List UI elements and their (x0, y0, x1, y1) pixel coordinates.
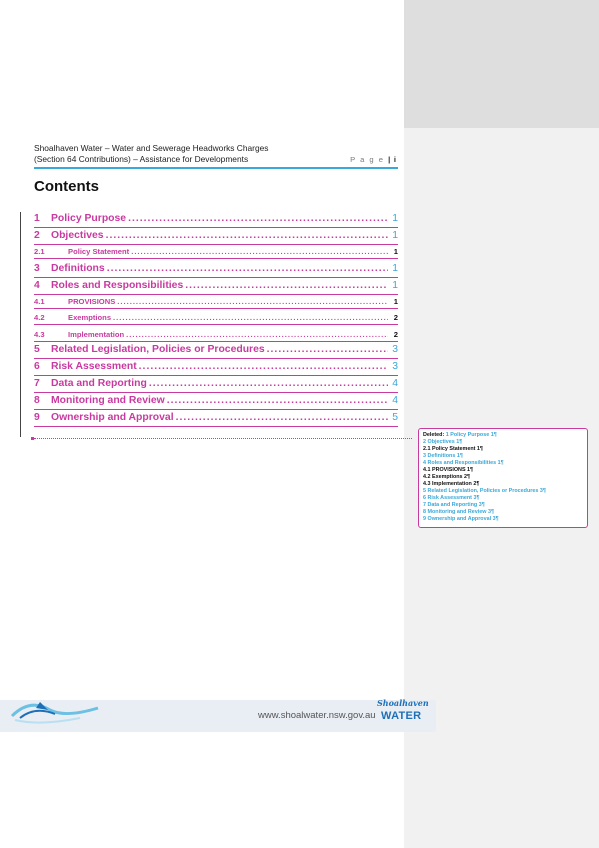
toc-entry-page: 3 (392, 344, 398, 355)
toc-entry-label: Implementation (68, 330, 125, 339)
header-line-1: Shoalhaven Water – Water and Sewerage Headworks Charges (34, 143, 269, 153)
toc-leader-dots (126, 330, 388, 339)
toc-entry-page: 1 (393, 247, 398, 256)
comment-line: 4 Roles and Responsibilities 1¶ (423, 460, 504, 466)
toc-entry-number: 2 (34, 230, 40, 241)
toc-entry-label: Policy Purpose (51, 213, 127, 224)
toc-entry-number: 9 (34, 412, 40, 423)
toc-entry[interactable] (34, 280, 398, 295)
toc-entry[interactable] (34, 313, 398, 325)
toc-entry[interactable] (34, 330, 398, 342)
toc-entry-number: 3 (34, 263, 40, 274)
comment-line: 9 Ownership and Approval 3¶ (423, 516, 499, 522)
toc-entry-number: 8 (34, 395, 40, 406)
toc-entry-number: 2.1 (34, 247, 45, 256)
toc-entry[interactable] (34, 361, 398, 376)
comment-line: 4.2 Exemptions 2¶ (423, 474, 471, 480)
toc-entry-label: Policy Statement (68, 247, 130, 256)
change-bar (20, 212, 21, 437)
toc-entry-page: 4 (392, 378, 398, 389)
toc-leader-dots (113, 313, 388, 322)
comment-line: 2.1 Policy Statement 1¶ (423, 446, 483, 452)
toc-entry-label: Related Legislation, Policies or Procedures (51, 344, 265, 355)
toc-leader-dots (149, 378, 388, 389)
comment-line: 8 Monitoring and Review 3¶ (423, 509, 494, 515)
bird-logo-icon (10, 688, 100, 728)
toc-leader-dots (267, 344, 388, 355)
comment-line: 6 Risk Assessment 3¶ (423, 495, 480, 501)
page-num: i (393, 155, 396, 164)
toc-entry[interactable] (34, 412, 398, 427)
toc-entry[interactable] (34, 378, 398, 393)
toc-entry[interactable] (34, 297, 398, 309)
toc-entry-page: 2 (393, 330, 398, 339)
toc-entry-label: Objectives (51, 230, 104, 241)
comment-line: 3 Definitions 1¶ (423, 453, 463, 459)
toc-entry[interactable] (34, 395, 398, 410)
toc-entry-number: 4.1 (34, 297, 45, 306)
toc-leader-dots (107, 263, 388, 274)
toc-entry-page: 3 (392, 361, 398, 372)
toc-entry-page: 2 (393, 313, 398, 322)
header-line-2: (Section 64 Contributions) – Assistance for Developments (34, 154, 249, 164)
comment-line: 7 Data and Reporting 3¶ (423, 502, 485, 508)
deleted-label: Deleted: (423, 432, 446, 438)
comment-line: Deleted: 1 Policy Purpose 1¶ (423, 432, 497, 438)
toc-entry-label: Roles and Responsibilities (51, 280, 184, 291)
toc-entry[interactable] (34, 230, 398, 245)
comment-line: 4.1 PROVISIONS 1¶ (423, 467, 474, 473)
toc-leader-dots (131, 247, 388, 256)
toc-leader-dots (176, 412, 388, 423)
toc-entry-label: PROVISIONS (68, 297, 116, 306)
toc-leader-dots (106, 230, 388, 241)
toc-entry-number: 6 (34, 361, 40, 372)
toc-entry-number: 4.2 (34, 313, 45, 322)
page-separator: | (388, 155, 391, 164)
toc-entry-label: Risk Assessment (51, 361, 137, 372)
comment-connector (34, 438, 412, 439)
toc-entry-number: 4 (34, 280, 40, 291)
toc-leader-dots (167, 395, 388, 406)
toc-entry-page: 1 (392, 263, 398, 274)
toc-entry-label: Monitoring and Review (51, 395, 165, 406)
toc-entry-number: 1 (34, 213, 40, 224)
footer-url[interactable]: www.shoalwater.nsw.gov.au (258, 710, 376, 721)
toc-entry-page: 4 (392, 395, 398, 406)
toc-entry-number: 5 (34, 344, 40, 355)
toc-entry-number: 4.3 (34, 330, 45, 339)
toc-entry-page: 1 (392, 280, 398, 291)
page-header (34, 143, 396, 165)
toc-entry-page: 1 (392, 213, 398, 224)
toc-entry[interactable] (34, 344, 398, 359)
toc-entry[interactable] (34, 213, 398, 228)
markup-pane-header (404, 0, 599, 128)
toc-leader-dots (185, 280, 388, 291)
logo-script-text: Shoalhaven (377, 698, 429, 708)
toc-leader-dots (128, 213, 388, 224)
contents-heading: Contents (34, 178, 99, 195)
toc-entry[interactable] (34, 263, 398, 278)
toc-leader-dots (139, 361, 388, 372)
toc-entry-label: Ownership and Approval (51, 412, 174, 423)
page-footer (0, 680, 429, 736)
toc-entry-label: Definitions (51, 263, 105, 274)
logo-word-text: WATER (381, 710, 422, 722)
comment-line: 2 Objectives 1¶ (423, 439, 463, 445)
comment-line: 4.3 Implementation 2¶ (423, 481, 480, 487)
toc-leader-dots (117, 297, 388, 306)
toc-entry-page: 1 (392, 230, 398, 241)
page-number (350, 154, 396, 165)
toc-entry[interactable] (34, 247, 398, 259)
comment-line: 5 Related Legislation, Policies or Procedures 3¶ (423, 488, 546, 494)
toc-entry-page: 1 (393, 297, 398, 306)
toc-entry-page: 5 (392, 412, 398, 423)
toc-entry-number: 7 (34, 378, 40, 389)
deleted-comment-balloon[interactable] (418, 428, 588, 528)
page-label: P a g e (350, 155, 385, 164)
header-rule (34, 167, 398, 169)
toc-entry-label: Exemptions (68, 313, 112, 322)
toc-entry-label: Data and Reporting (51, 378, 147, 389)
